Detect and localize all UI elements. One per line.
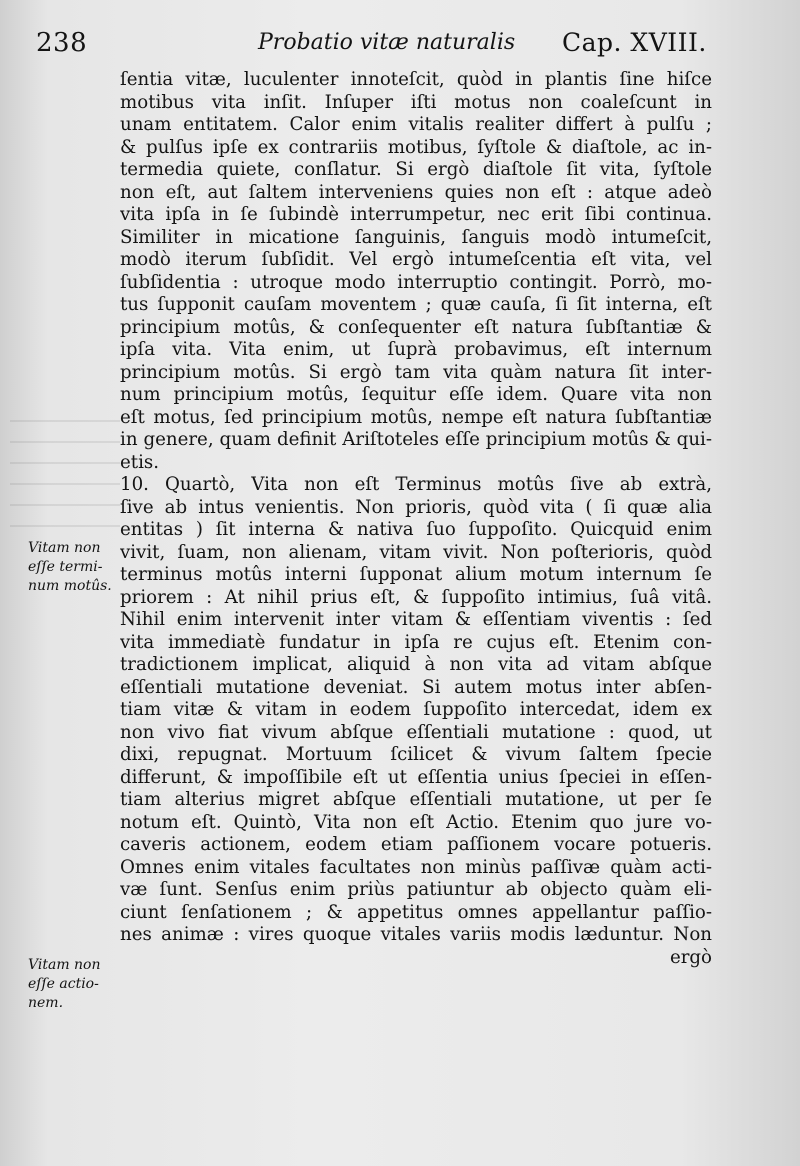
- body-line: ſubſidentia : utroque modo interruptio contingit. Porrò, mo-: [120, 271, 712, 293]
- margin-note-vita-terminus: [28, 539, 120, 596]
- body-line: & pulſus ipſe ex contrariis motibus, ſyſtole & diaſtole, ac in-: [120, 136, 712, 158]
- body-line: terminus motûs interni ſupponat alium motum internum ſe: [120, 564, 712, 585]
- body-line: nes animæ : vires quoque vitales variis modis læduntur. Non: [120, 924, 712, 945]
- body-line: vivit, ſuam, non alienam, vitam vivit. Non poſterioris, quòd: [120, 541, 712, 563]
- margin-note-line: eſſe termi-: [28, 559, 103, 575]
- body-line: principium motûs. Si ergò tam vita quàm natura ſit inter-: [120, 361, 712, 383]
- body-line: priorem : At nihil prius eſt, & ſuppoſito intimius, ſuâ vitâ.: [120, 586, 712, 608]
- body-line: eſt motus, ſed principium motûs, nempe eſt natura ſubſtantiæ: [120, 406, 712, 428]
- body-line: motibus vita inſit. Inſuper iſti motus non coaleſcunt in: [120, 91, 712, 113]
- margin-note-line: Vitam non: [28, 957, 101, 973]
- body-line: in genere, quam definit Ariſtoteles eſſe principium motûs & qui-: [120, 429, 712, 450]
- body-line: num principium motûs, ſequitur eſſe idem. Quare vita non: [120, 384, 712, 405]
- chapter-label: Cap. XVIII.: [562, 28, 707, 57]
- body-line: notum eſt. Quintò, Vita non eſt Actio. Etenim quo jure vo-: [120, 811, 712, 833]
- body-line: tiam vitæ & vitam in eodem ſuppoſito intercedat, idem ex: [120, 699, 712, 720]
- margin-note-line: nem.: [28, 995, 64, 1011]
- body-line: eſſentiali mutatione deveniat. Si autem motus inter abſen-: [120, 676, 712, 698]
- body-line: modò iterum ſubſidit. Vel ergò intumeſcentia eſt vita, vel: [120, 249, 712, 270]
- body-line: Similiter in micatione ſanguinis, ſanguis modò intumeſcit,: [120, 226, 712, 248]
- catchword: ergò: [669, 946, 712, 968]
- page-header: [0, 24, 800, 64]
- body-line: væ ſunt. Senſus enim priùs patiuntur ab objecto quàm eli-: [120, 879, 712, 900]
- body-line: unam entitatem. Calor enim vitalis realiter differt à pulſu ;: [120, 114, 712, 135]
- body-line: termedia quiete, conſlatur. Si ergò diaſtole ſit vita, ſyſtole: [120, 159, 712, 180]
- body-line: non eſt, aut ſaltem interveniens quies non eſt : atque adeò: [120, 181, 712, 203]
- body-line: tus ſupponit cauſam moventem ; quæ cauſa, ſi ſit interna, eſt: [120, 294, 712, 315]
- body-line: etis.: [120, 451, 160, 473]
- body-line: vita ipſa in ſe ſubindè interrumpetur, nec erit ſibi continua.: [120, 204, 712, 225]
- page-number: 238: [36, 28, 88, 58]
- body-line: differunt, & impoſſibile eſt ut eſſentia unius ſpeciei in eſſen-: [120, 766, 712, 788]
- body-line: vita immediatè fundatur in ipſa re cujus eſt. Etenim con-: [120, 631, 712, 653]
- body-line: ciunt ſenſationem ; & appetitus omnes appellantur paſſio-: [120, 901, 712, 923]
- body-line: ſentia vitæ, luculenter innoteſcit, quòd in plantis ſine hiſce: [120, 69, 712, 90]
- body-line: entitas ) ſit interna & nativa ſuo ſuppoſito. Quicquid enim: [120, 519, 712, 540]
- body-line: caveris actionem, eodem etiam paſſionem vocare potueris.: [120, 834, 712, 855]
- margin-note-line: Vitam non: [28, 540, 101, 556]
- body-line: non vivo fiat vivum abſque eſſentiali mutatione : quod, ut: [120, 721, 712, 743]
- body-line: tradictionem implicat, aliquid à non vita ad vitam abſque: [120, 654, 712, 675]
- body-line: ipſa vita. Vita enim, ut ſuprà probavimus, eſt internum: [120, 339, 712, 360]
- body-text: [120, 69, 712, 969]
- running-title: Probatio vitæ naturalis: [258, 30, 516, 55]
- body-line: tiam alterius migret abſque eſſentiali mutatione, ut per ſe: [120, 789, 712, 810]
- bleed-through-text: [10, 420, 120, 530]
- body-line: 10. Quartò, Vita non eſt Terminus motûs ſive ab extrà,: [120, 474, 712, 495]
- body-line: Omnes enim vitales facultates non minùs paſſivæ quàm acti-: [120, 856, 712, 878]
- body-line: dixi, repugnat. Mortuum ſcilicet & vivum ſaltem ſpecie: [120, 744, 712, 765]
- body-line: Nihil enim intervenit inter vitam & eſſentiam viventis : ſed: [120, 609, 712, 630]
- margin-note-line: num motûs.: [28, 578, 112, 594]
- margin-note-line: eſſe actio-: [28, 976, 99, 992]
- body-line: ſive ab intus venientis. Non prioris, quòd vita ( ſi quæ alia: [120, 496, 712, 518]
- margin-note-vita-actio: [28, 956, 120, 1013]
- body-line: principium motûs, & conſequenter eſt natura ſubſtantiæ &: [120, 316, 712, 338]
